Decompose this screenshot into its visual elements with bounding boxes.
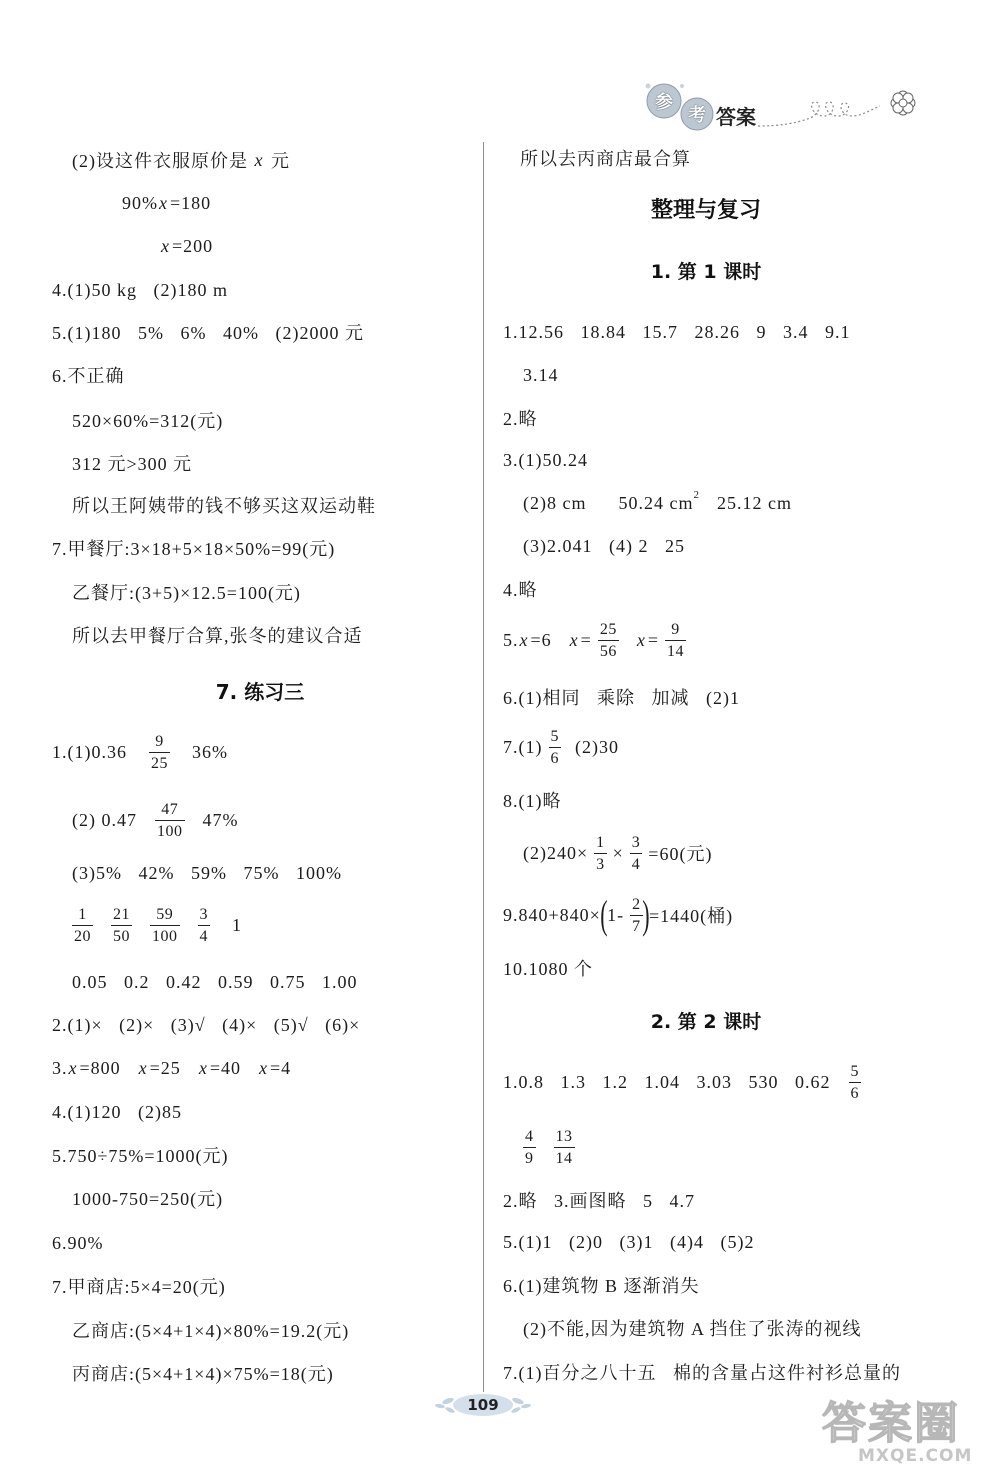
answer-line	[72, 901, 242, 949]
answer-text: 7.(1)百分之八十五 棉的含量占这件衬衫总量的	[503, 1363, 901, 1383]
answer-text: 312 元>300 元	[72, 454, 193, 474]
answer-line	[122, 179, 211, 227]
answer-line	[52, 266, 228, 314]
answer-line	[503, 776, 562, 824]
answer-text: =180	[170, 192, 212, 213]
fraction-numerator: 5	[849, 1062, 862, 1083]
answer-text: 6.(1)建筑物 B 逐渐消失	[503, 1276, 700, 1296]
fraction	[554, 1127, 575, 1168]
answer-text: 3.(1)50.24	[503, 449, 588, 470]
variable-x: x	[636, 629, 646, 650]
fraction	[598, 620, 619, 661]
answer-line	[72, 796, 239, 844]
variable-x: x	[198, 1057, 208, 1078]
answer-line	[52, 308, 364, 356]
answer-line	[523, 829, 712, 877]
answer-line	[503, 565, 538, 613]
answer-text: (2)不能,因为建筑物 A 挡住了张涛的视线	[523, 1319, 862, 1339]
answer-text: 0.05 0.2 0.42 0.59 0.75 1.00	[72, 971, 358, 992]
fraction-denominator: 25	[151, 754, 168, 772]
answer-text: 乙商店:(5×4+1×4)×80%=19.2(元)	[72, 1321, 350, 1341]
fraction-denominator: 20	[74, 927, 91, 945]
variable-x: x	[159, 192, 168, 213]
superscript: 2	[693, 489, 699, 501]
lesson-title: 2. 第 2 课时	[650, 1010, 762, 1033]
answer-text: 所以去甲餐厅合算,张冬的建议合适	[72, 626, 363, 646]
fraction-numerator: 25	[598, 620, 619, 641]
answer-text: ×	[612, 842, 624, 863]
answer-text: 1	[232, 914, 242, 935]
fraction	[549, 727, 562, 768]
fraction-numerator: 9	[149, 732, 170, 753]
answer-line	[52, 524, 335, 572]
answer-line	[52, 1131, 229, 1179]
answer-text: 10.1080 个	[503, 959, 593, 979]
variable-x: x	[138, 1057, 148, 1078]
answer-line	[72, 1174, 223, 1222]
answer-line	[520, 134, 691, 182]
answer-line	[503, 1261, 700, 1309]
answer-text: (2)8 cm	[523, 492, 587, 513]
fraction-numerator: 1	[594, 833, 607, 854]
answer-line	[503, 1176, 695, 1224]
fraction-denominator: 14	[666, 642, 684, 660]
fraction-denominator: 9	[525, 1149, 534, 1167]
fraction	[523, 1127, 536, 1168]
fraction-numerator: 3	[198, 905, 211, 926]
answer-text: =	[580, 629, 592, 650]
fraction	[72, 905, 93, 946]
answer-text: (2)240×	[523, 842, 589, 863]
fraction-denominator: 7	[632, 917, 641, 935]
answer-text: =25	[149, 1057, 181, 1078]
answer-text: 6.90%	[52, 1232, 104, 1253]
answer-line	[72, 481, 376, 529]
fraction-denominator: 100	[157, 822, 183, 840]
answer-text: 1.0.8 1.3 1.2 1.04 3.03 530 0.62	[503, 1071, 831, 1092]
answer-line	[503, 394, 538, 442]
watermark-brand: 答案圈	[822, 1398, 960, 1449]
answer-line	[72, 1306, 349, 1354]
answer-text: 2.略 3.画图略 5 4.7	[503, 1191, 695, 1211]
answer-line	[523, 1304, 862, 1352]
answer-line	[72, 1349, 334, 1397]
answer-text: 50.24 cm	[618, 492, 694, 513]
answer-line	[503, 944, 593, 992]
answer-text: 3.	[52, 1057, 68, 1078]
fraction-denominator: 3	[596, 855, 605, 873]
fraction-denominator: 56	[599, 642, 617, 660]
answer-text: =800	[79, 1057, 121, 1078]
answer-line	[503, 1348, 901, 1396]
answer-text: 2.(1)× (2)× (3)√ (4)× (5)√ (6)×	[52, 1014, 361, 1035]
answer-line	[52, 728, 228, 776]
chapter-title: 整理与复习	[650, 197, 761, 223]
fraction	[665, 620, 686, 661]
fraction	[630, 895, 643, 936]
answer-text: 8.(1)略	[503, 791, 562, 811]
fraction-denominator: 6	[850, 1084, 859, 1102]
answer-line	[72, 439, 192, 487]
variable-x: x	[68, 1057, 78, 1078]
fraction-numerator: 3	[630, 833, 643, 854]
fraction-numerator: 21	[111, 905, 132, 926]
answer-text: 90%	[122, 192, 158, 213]
fraction-numerator: 5	[549, 727, 562, 748]
fraction	[111, 905, 132, 946]
fraction	[155, 800, 185, 841]
flower-icon	[891, 91, 915, 115]
answer-line	[503, 673, 740, 721]
answer-line	[503, 723, 619, 771]
watermark-url: MXQE.COM	[858, 1446, 973, 1466]
answer-line	[503, 308, 851, 356]
fraction	[198, 905, 211, 946]
fraction-numerator: 47	[155, 800, 185, 821]
left-parenthesis: (	[600, 892, 608, 937]
answer-text: 4.(1)120 (2)85	[52, 1101, 182, 1122]
fraction-denominator: 50	[113, 927, 130, 945]
answer-text: 4.(1)50 kg (2)180 m	[52, 279, 228, 300]
answer-text: (3)2.041 (4) 2 25	[523, 535, 685, 556]
answer-text: 25.12 cm	[716, 492, 792, 513]
answer-text: 3.14	[523, 364, 559, 385]
answer-text: 36%	[192, 741, 228, 762]
variable-x: x	[254, 149, 264, 170]
answer-line	[523, 522, 685, 570]
answer-text: =6	[530, 629, 552, 650]
fraction-denominator: 6	[550, 749, 559, 767]
answer-line	[160, 222, 213, 270]
answer-text: 4.略	[503, 580, 538, 600]
answer-line	[52, 1219, 104, 1267]
answer-text: 5.(1)1 (2)0 (3)1 (4)4 (5)2	[503, 1231, 755, 1252]
fraction	[630, 833, 643, 874]
answer-text: 7.甲商店:5×4=20(元)	[52, 1277, 226, 1297]
answer-text: 9.840+840×	[503, 904, 601, 925]
answer-text: =200	[172, 235, 214, 256]
answer-text: =60(元)	[648, 844, 713, 864]
fraction-numerator: 13	[554, 1127, 575, 1148]
header-char-can: 参	[655, 92, 673, 113]
fraction-numerator: 4	[523, 1127, 536, 1148]
fraction-denominator: 4	[199, 927, 208, 945]
answer-text: 7.(1)	[503, 736, 543, 757]
answer-text: 7.甲餐厅:3×18+5×18×50%=99(元)	[52, 539, 336, 559]
answer-line	[72, 958, 358, 1006]
answer-line	[52, 1044, 291, 1092]
answer-text: 5.(1)180 5% 6% 40% (2)2000 元	[52, 323, 364, 343]
fraction-denominator: 100	[152, 927, 178, 945]
lesson-title: 1. 第 1 课时	[650, 260, 762, 283]
answer-text: 520×60%=312(元)	[72, 411, 224, 431]
answer-text: 丙商店:(5×4+1×4)×75%=18(元)	[72, 1364, 334, 1384]
fraction-numerator: 59	[150, 905, 180, 926]
answer-text: 6.不正确	[52, 366, 125, 386]
answer-line	[523, 351, 559, 399]
answer-text: 所以王阿姨带的钱不够买这双运动鞋	[72, 496, 376, 516]
answer-text: (2)30	[575, 736, 619, 757]
answer-line	[503, 616, 686, 664]
fraction	[594, 833, 607, 874]
header-answer-word: 答案	[716, 105, 756, 129]
answer-line	[52, 1088, 182, 1136]
answer-text: 所以去丙商店最合算	[520, 149, 691, 169]
answer-line	[503, 1218, 754, 1266]
answer-text: (2)设这件衣服原价是	[72, 151, 254, 171]
answer-text: =	[647, 629, 659, 650]
variable-x: x	[161, 235, 170, 256]
answer-text: 1.12.56 18.84 15.7 28.26 9 3.4 9.1	[503, 321, 851, 342]
fraction	[150, 905, 180, 946]
answer-text: 2.略	[503, 409, 538, 429]
answer-line	[72, 136, 290, 184]
fraction-numerator: 9	[665, 620, 686, 641]
answer-text: 元	[265, 151, 290, 171]
variable-x: x	[519, 629, 529, 650]
answer-text: =4	[269, 1057, 292, 1078]
answer-line	[503, 1058, 861, 1106]
column-divider	[483, 142, 484, 1392]
section-title: 7. 练习三	[215, 679, 305, 704]
fraction	[149, 732, 170, 773]
fraction-numerator: 2	[630, 895, 643, 916]
answer-text: 1000-750=250(元)	[72, 1189, 224, 1209]
variable-x: x	[258, 1057, 268, 1078]
answer-line	[503, 891, 733, 939]
answer-line	[523, 1123, 575, 1171]
answer-line	[503, 436, 588, 484]
fraction-denominator: 14	[555, 1149, 573, 1167]
answer-line	[72, 849, 342, 897]
answer-line	[52, 1262, 226, 1310]
answer-text: 47%	[202, 809, 239, 830]
right-parenthesis: )	[641, 892, 650, 937]
fraction-numerator: 1	[72, 905, 93, 926]
page-number: 109	[467, 1396, 499, 1414]
answer-text: (3)5% 42% 59% 75% 100%	[72, 862, 342, 883]
answer-text: 1-	[607, 904, 625, 925]
variable-x: x	[569, 629, 579, 650]
answer-line	[72, 611, 363, 659]
answer-text: 5.	[503, 629, 519, 650]
header-char-kao: 考	[688, 105, 706, 126]
answer-text: 6.(1)相同 乘除 加减 (2)1	[503, 688, 740, 708]
answer-line	[72, 568, 301, 616]
answer-text: 5.750÷75%=1000(元)	[52, 1146, 229, 1166]
answer-text: =40	[209, 1057, 241, 1078]
answer-text: (2) 0.47	[72, 809, 137, 830]
answer-line	[72, 396, 223, 444]
answer-line	[523, 479, 792, 527]
answer-text: 乙餐厅:(3+5)×12.5=100(元)	[72, 583, 301, 603]
fraction	[849, 1062, 862, 1103]
answer-text: 1.(1)0.36	[52, 741, 127, 762]
answer-line	[52, 351, 125, 399]
answer-text: =1440(桶)	[648, 906, 734, 926]
answer-line	[52, 1001, 360, 1049]
fraction-denominator: 4	[631, 855, 641, 873]
